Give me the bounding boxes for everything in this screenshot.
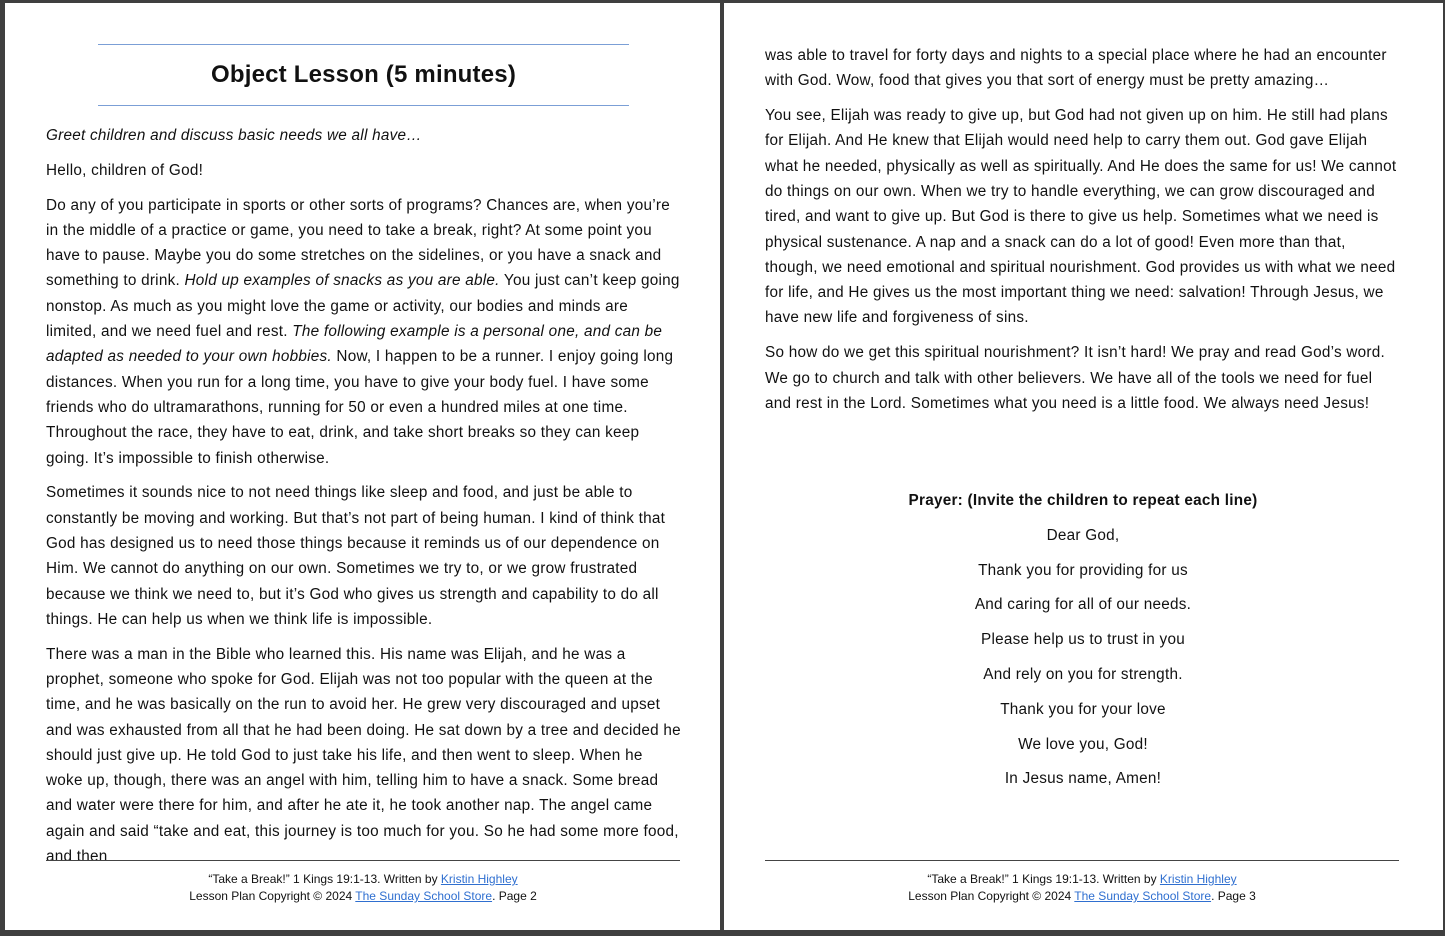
prayer-line: Dear God, (1046, 526, 1120, 544)
footer (46, 871, 680, 905)
footer-divider (765, 860, 1399, 861)
paragraph (765, 43, 1401, 94)
text-run: Sometimes it sounds nice to not need things like sleep and food, and just be able to constantly be moving and working. But that’s not part of being human. I kind of think that God has designed us to need those things because it reminds us of our dependence on Him. We cannot do anything on our own. Sometimes we try to, or we grow frustrated because we think we need to, but it’s God who gives us strength and capability to do all things. He can help us when we think life is impossible. (46, 484, 666, 628)
text-run: Hello, children of God! (46, 161, 204, 179)
page-title: Object Lesson (5 minutes) (210, 61, 517, 88)
author-link[interactable]: Kristin Highley (1159, 872, 1237, 886)
page-3 (724, 3, 1443, 930)
store-link[interactable]: The Sunday School Store (1074, 889, 1212, 903)
footer (765, 871, 1399, 905)
paragraph (46, 123, 682, 148)
paragraph (46, 158, 682, 183)
prayer-heading: Prayer: (Invite the children to repeat each line) (908, 492, 1258, 509)
footer-line2: Lesson Plan Copyright © 2024 (189, 889, 356, 903)
text-run: Now, I happen to be a runner. I enjoy going long distances. When you run for a long time, you have to give your body fuel. I have some friends who do ultramarathons, running for 50 or even a hundred miles at one time. Throughout the race, they have to eat, drink, and take short breaks so they can keep going. It’s impossible to finish otherwise. (46, 348, 674, 467)
italic-instruction: The following example is a personal one, and can be adapted as needed to your own hobbies. (46, 323, 663, 366)
text-run: Do any of you participate in sports or other sorts of programs? Chances are, when you’re in the middle of a practice or game, you need to take a break, right? At some point you have to pause. Maybe you do some stretches on the sidelines, or you have a snack and something to drink. (46, 196, 670, 290)
italic-instruction: Greet children and discuss basic needs we all have… (46, 127, 422, 144)
store-link[interactable]: The Sunday School Store (355, 889, 493, 903)
page-number: . Page 2 (492, 889, 537, 903)
paragraph (765, 103, 1401, 331)
text-run: There was a man in the Bible who learned this. His name was Elijah, and he was a prophet, someone who spoke for God. Elijah was not too popular with the queen at the time, and he was basically on the run to avoid her. He grew very discouraged and upset and was exhausted from all that he had been doing. He sat down by a tree and decided he should just give up. He told God to just take his life, and then went to sleep. When he woke up, though, there was an angel with him, telling him to have a snack. Some bread and water were there for him, and after he ate it, he took another nap. The angel came again and said “take and eat, this journey is too much for you. So he had some more food, and then (46, 645, 681, 866)
paragraph (46, 193, 682, 471)
prayer-line: And rely on you for strength. (983, 665, 1183, 683)
prayer-line: In Jesus name, Amen! (1004, 770, 1162, 788)
text-run: You just can’t keep going nonstop. As much as you might love the game or activity, our bodies and minds are limited, and we need fuel and rest. (46, 272, 680, 341)
italic-instruction: Hold up examples of snacks as you are able. (184, 272, 500, 290)
text-run: So how do we get this spiritual nourishment? It isn’t hard! We pray and read God’s word. We go to church and talk with other believers. We have all of the tools we need for fuel and rest in the Lord. Sometimes what you need is a little food. We always need Jesus! (765, 344, 1386, 412)
prayer-line: Thank you for providing for us (978, 561, 1188, 579)
page-number: . Page 3 (1211, 889, 1256, 903)
body-text (765, 43, 1401, 426)
prayer-line: Thank you for your love (1000, 700, 1166, 718)
prayer-line: And caring for all of our needs. (974, 596, 1192, 614)
text-run: You see, Elijah was ready to give up, but God had not given up on him. He still had plans for Elijah. And He knew that Elijah would need help to carry them out. God gave Elijah what he needed, physically as well as spiritually. And He does the same for us! We cannot do things on our own. When we try to handle everything, we can grow discouraged and tired, and want to give up. But God is there to give us help. Sometimes what we need is physical sustenance. A nap and a snack can do a lot of good! Even more than that, though, we need emotional and spiritual nourishment. God provides us with what we need for life, and He gives us the most important thing we need: salvation! Through Jesus, we have new life and forgiveness of sins. (765, 107, 1397, 327)
page-2 (5, 3, 720, 930)
section-header (98, 44, 629, 106)
author-link[interactable]: Kristin Highley (440, 872, 518, 886)
paragraph (46, 480, 682, 632)
footer-line2: Lesson Plan Copyright © 2024 (908, 889, 1075, 903)
prayer (765, 488, 1401, 801)
text-run: was able to travel for forty days and nights to a special place where he had an encounter with God. Wow, food that gives you that sort of energy must be pretty amazing… (765, 47, 1387, 90)
paragraph (765, 340, 1401, 416)
footer-line1: “Take a Break!” 1 Kings 19:1-13. Written by (927, 872, 1160, 886)
footer-line1: “Take a Break!” 1 Kings 19:1-13. Written by (208, 872, 441, 886)
prayer-line: We love you, God! (1018, 735, 1148, 753)
body-text (46, 123, 682, 879)
footer-divider (46, 860, 680, 861)
prayer-line: Please help us to trust in you (981, 631, 1185, 649)
paragraph (46, 642, 682, 870)
